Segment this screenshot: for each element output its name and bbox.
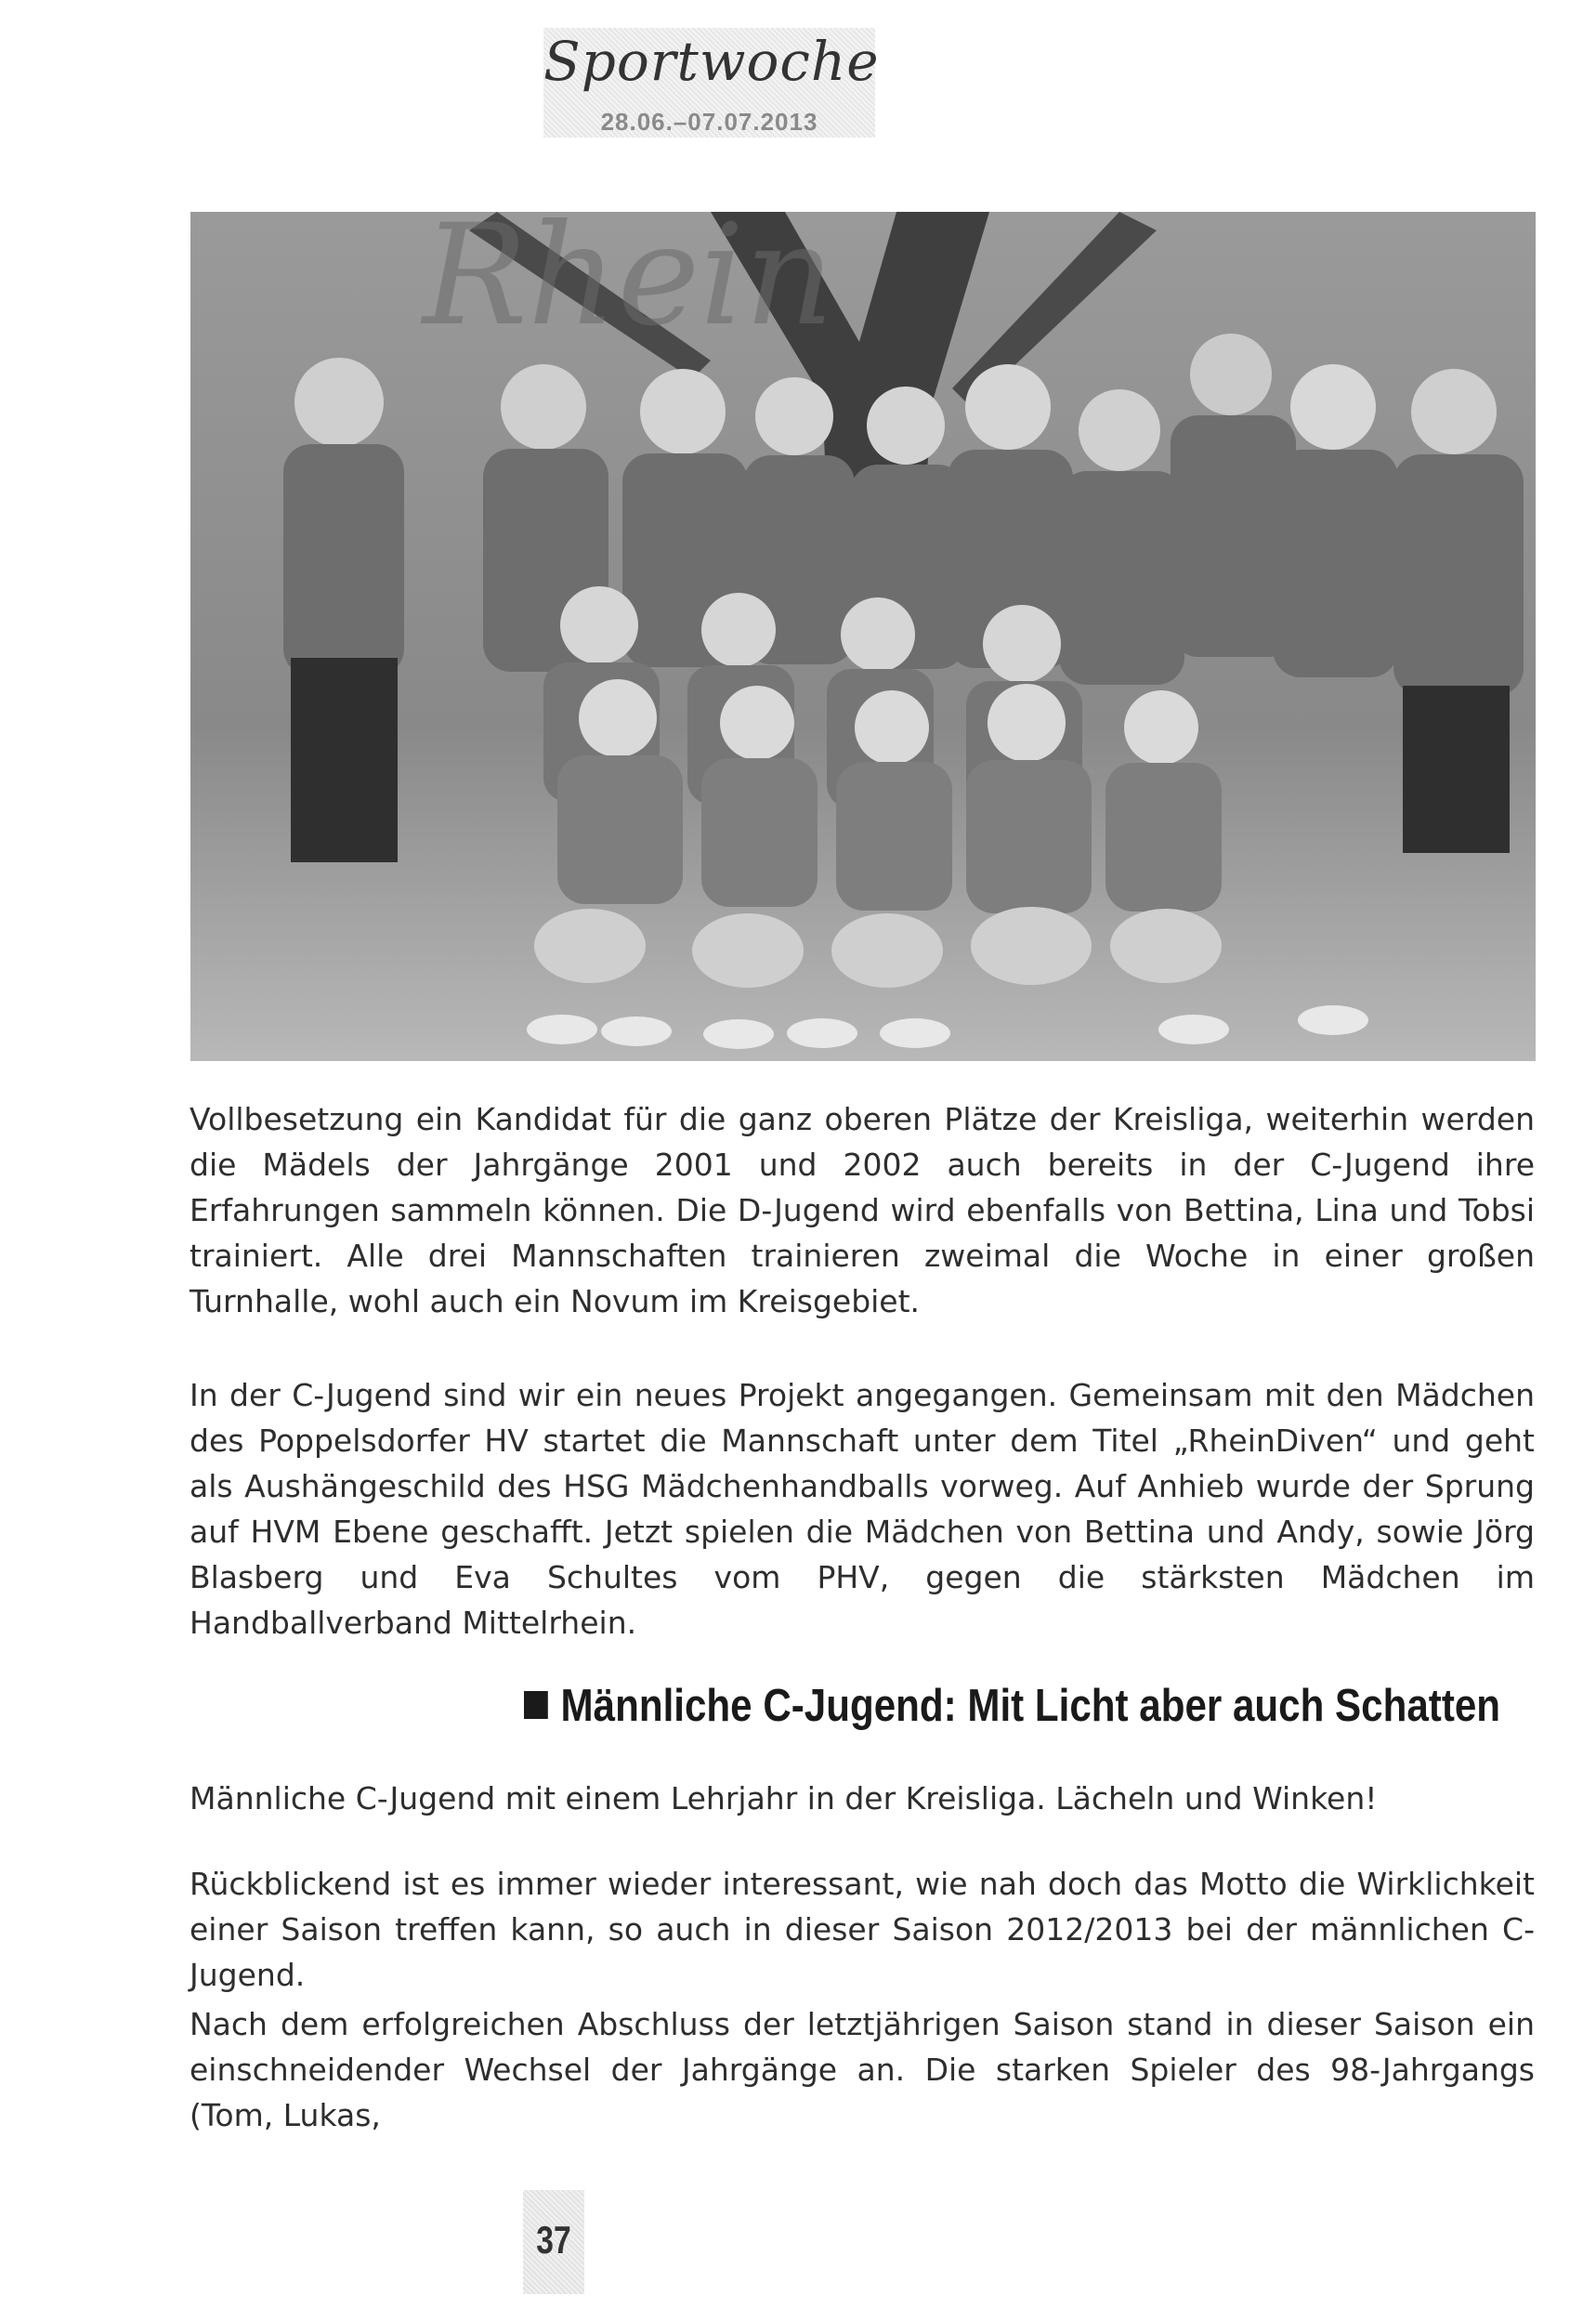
team-photo <box>190 212 1536 1061</box>
section-heading <box>524 1678 1501 1734</box>
paragraph-2: In der C-Jugend sind wir ein neues Projekt angegangen. Gemeinsam mit den Mädchen des Poppelsdorfer HV startet die Mannschaft unter dem Titel „RheinDiven“ und geht als Aushängeschild des HSG Mädchenhandballs vorweg. Auf Anhieb wurde der Sprung auf HVM Ebene geschafft. Jetzt spielen die Mädchen von Bettina und Andy, sowie Jörg Blasberg und Eva Schultes vom PHV, gegen die stärksten Mädchen im Handballverband Mittelrhein. <box>190 1377 1535 1641</box>
paragraph-3: Männliche C-Jugend mit einem Lehrjahr in der Kreisliga. Lächeln und Winken! <box>190 1780 1378 1816</box>
publication-date: 28.06.–07.07.2013 <box>600 108 818 136</box>
page-number-box <box>523 2190 584 2294</box>
paragraph-5: Nach dem erfolgreichen Abschluss der letztjährigen Saison stand in dieser Saison ein einschneidender Wechsel der Jahrgänge an. Die starken Spieler des 98-Jahrgangs (Tom, Lukas, <box>190 2006 1535 2133</box>
photo-banner-text: Rhein <box>423 212 834 357</box>
bullet-square-icon <box>524 1691 548 1719</box>
team-photo-illustration <box>190 212 1536 1061</box>
header-box <box>543 28 880 138</box>
paragraph-4: Rückblickend ist es immer wieder interessant, wie nah doch das Motto die Wirklichkeit einer Saison treffen kann, so auch in dieser Saison 2012/2013 bei der männlichen C-Jugend. <box>190 1866 1535 1993</box>
page-number: 37 <box>536 2218 571 2262</box>
paragraph-1: Vollbesetzung ein Kandidat für die ganz oberen Plätze der Kreisliga, weiterhin werden die Mädels der Jahrgänge 2001 und 2002 auch bereits in der C-Jugend ihre Erfahrungen sammeln können. Die D-Jugend wird ebenfalls von Bettina, Lina und Tobsi trainiert. Alle drei Mannschaften trainieren zweimal die Woche in einer großen Turnhalle, wohl auch ein Novum im Kreisgebiet. <box>190 1101 1535 1319</box>
section-heading-text: Männliche C-Jugend: Mit Licht aber auch Schatten <box>560 1681 1501 1731</box>
publication-title: Sportwoche <box>543 30 880 93</box>
